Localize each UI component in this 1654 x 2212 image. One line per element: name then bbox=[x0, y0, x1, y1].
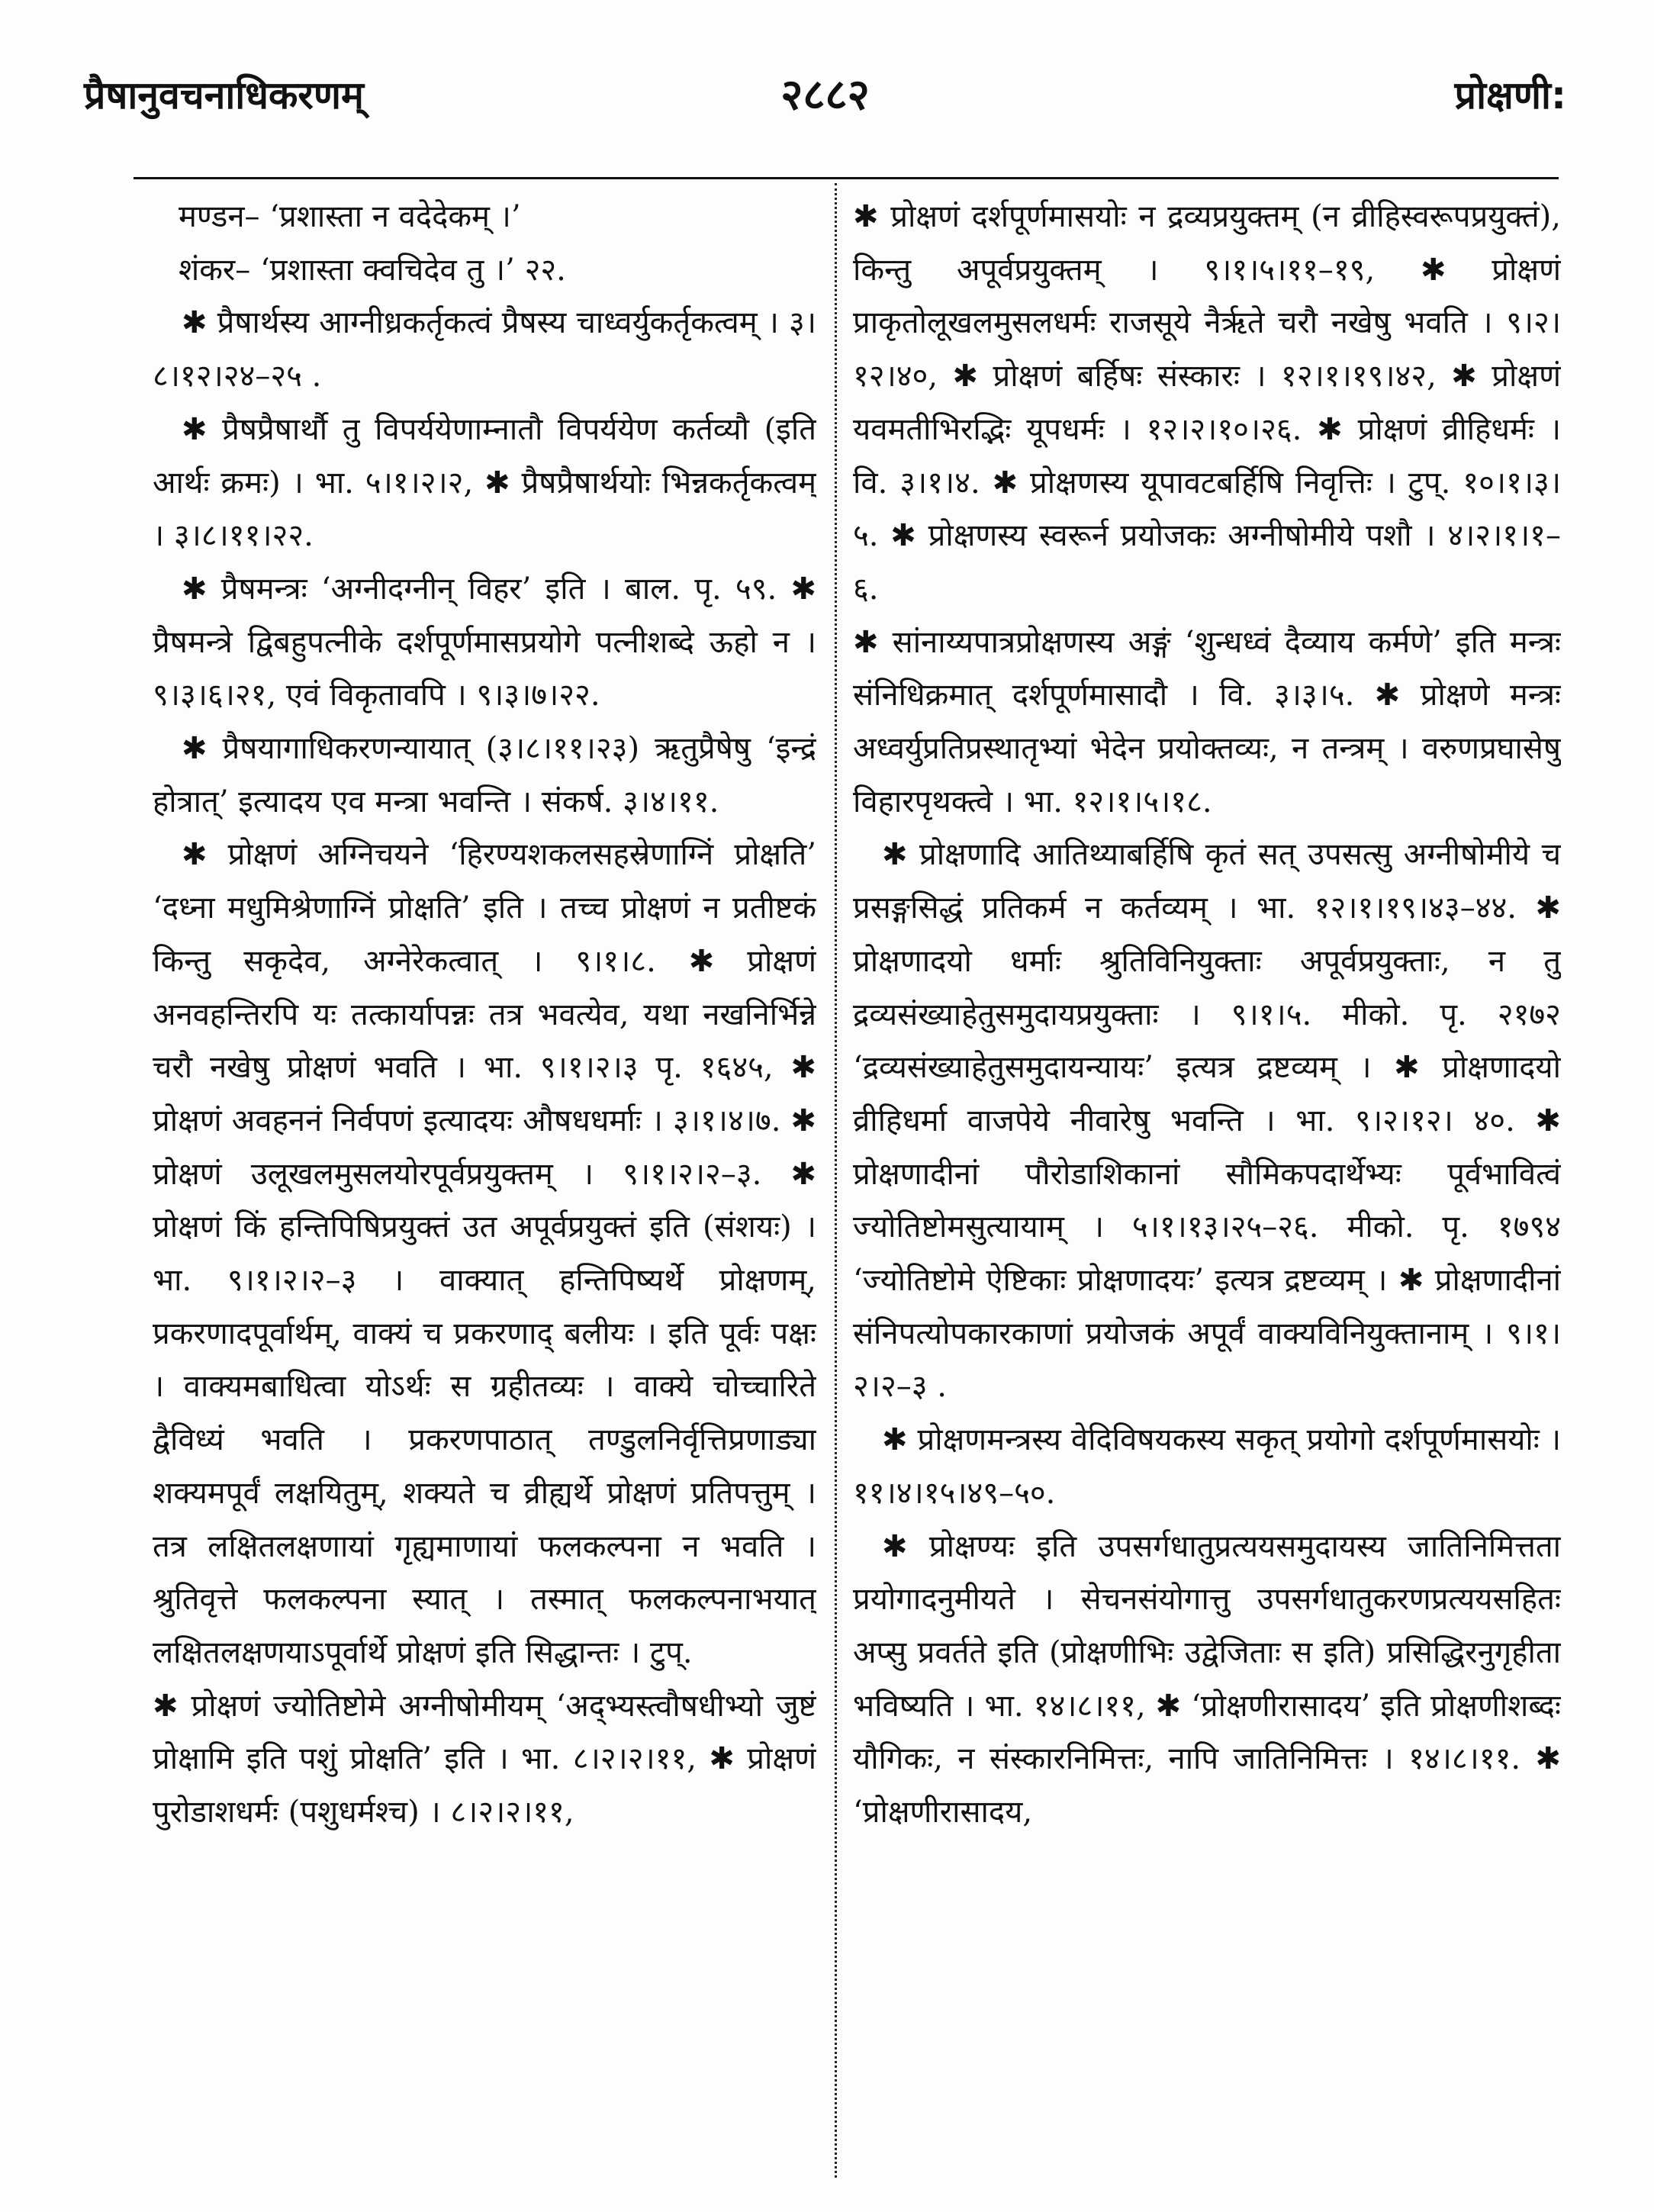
header-right-title: प्रोक्षणी: bbox=[1454, 73, 1566, 118]
entry-left-8: ✱ प्रोक्षणं ज्योतिष्टोमे अग्नीषोमीयम् ‘अद्भ्यस्त्वौषधीभ्यो जुष्टं प्रोक्षामि इति पशुं प्रोक्षति’ इति । भा. ८।२।२।११, ✱ प्रोक्षणं पुरोडाशधर्मः (पशुधर्मश्च) । ८।२।२।११, bbox=[153, 1688, 816, 1830]
entry-left-3: ✱ प्रैषार्थस्य आग्नीध्रकर्तृकत्वं प्रैषस्य चाध्वर्युकर्तृकत्वम् । ३।८।१२।२४–२५ . bbox=[153, 305, 816, 394]
entry-left-1: मण्डन– ‘प्रशास्ता न वदेदेकम् ।’ bbox=[179, 199, 521, 234]
header-rule bbox=[134, 177, 1559, 179]
entry-right-3: ✱ प्रोक्षणादि आतिथ्याबर्हिषि कृतं सत् उपसत्सु अग्नीषोमीये च प्रसङ्गसिद्धं प्रतिकर्म न कर्तव्यम् । भा. १२।१।१९।४३–४४. ✱ प्रोक्षणादयो धर्माः श्रुतिविनियुक्ताः अपूर्वप्रयुक्ताः, न तु द्रव्यसंख्याहेतुसमुदायप्रयुक्ताः । ९।१।५. मीको. पृ. २१७२ ‘द्रव्यसंख्याहेतुसमुदायन्यायः’ इत्यत्र द्रष्टव्यम् । ✱ प्रोक्षणादयो व्रीहिधर्मा वाजपेये नीवारेषु भवन्ति । भा. ९।२।१२। ४०. ✱ प्रोक्षणादीनां पौरोडाशिकानां सौमिकपदार्थेभ्यः पूर्वभावित्वं ज्योतिष्टोमसुत्यायाम् । ५।१।१३।२५–२६. मीको. पृ. १७९४ ‘ज्योतिष्टोमे ऐष्टिकाः प्रोक्षणादयः’ इत्यत्र द्रष्टव्यम् । ✱ प्रोक्षणादीनां संनिपत्योपकारकाणां प्रयोजकं अपूर्वं वाक्यविनियुक्तानाम् । ९।१।२।२–३ . bbox=[853, 837, 1561, 1405]
entry-left-5: ✱ प्रैषमन्त्रः ‘अग्नीदग्नीन् विहर’ इति । बाल. पृ. ५९. ✱ प्रैषमन्त्रे द्विबहुपत्नीके दर्शपूर्णमासप्रयोगे पत्नीशब्दे ऊहो न । ९।३।६।२१, एवं विकृतावपि । ९।३।७।२२. bbox=[153, 571, 816, 713]
entry-left-6: ✱ प्रैषयागाधिकरणन्यायात् (३।८।११।२३) ऋतुप्रैषेषु ‘इन्द्रं होत्रात्’ इत्यादय एव मन्त्रा भवन्ति । संकर्ष. ३।४।११. bbox=[153, 731, 816, 819]
entry-left-7: ✱ प्रोक्षणं अग्निचयने ‘हिरण्यशकलसहस्रेणाग्निं प्रोक्षति’ ‘दध्ना मधुमिश्रेणाग्निं प्रोक्षति’ इति । तच्च प्रोक्षणं न प्रतीष्टकं किन्तु सकृदेव, अग्नेरेकत्वात् । ९।१।८. ✱ प्रोक्षणं अनवहन्तिरपि यः तत्कार्यापन्नः तत्र भवत्येव, यथा नखनिर्भिन्ने चरौ नखेषु प्रोक्षणं भवति । भा. ९।१।२।३ पृ. १६४५, ✱ प्रोक्षणं अवहननं निर्वपणं इत्यादयः औषधधर्माः । ३।१।४।७. ✱ प्रोक्षणं उलूखलमुसलयोरपूर्वप्रयुक्तम् । ९।१।२।२–३. ✱ प्रोक्षणं किं हन्तिपिषिप्रयुक्तं उत अपूर्वप्रयुक्तं इति (संशयः) । भा. ९।१।२।२–३ । वाक्यात् हन्तिपिष्यर्थे प्रोक्षणम्, प्रकरणादपूर्वार्थम्, वाक्यं च प्रकरणाद् बलीयः । इति पूर्वः पक्षः । वाक्यमबाधित्वा योऽर्थः स ग्रहीतव्यः । वाक्ये चोच्चारिते द्वैविध्यं भवति । प्रकरणपाठात् तण्डुलनिर्वृत्तिप्रणाड्या शक्यमपूर्वं लक्षयितुम्, शक्यते च व्रीह्यर्थे प्रोक्षणं प्रतिपत्तुम् । तत्र लक्षितलक्षणायां गृह्यमाणायां फलकल्पना न भवति । श्रुतिवृत्ते फलकल्पना स्यात् । तस्मात् फलकल्पनाभयात् लक्षितलक्षणयाऽपूर्वार्थे प्रोक्षणं इति सिद्धान्तः । टुप्. bbox=[153, 837, 816, 1670]
column-divider bbox=[835, 183, 837, 2178]
page-header bbox=[84, 53, 1566, 137]
left-column bbox=[153, 191, 816, 2159]
entry-right-1: ✱ प्रोक्षणं दर्शपूर्णमासयोः न द्रव्यप्रयुक्तम् (न व्रीहिस्वरूपप्रयुक्तं), किन्तु अपूर्वप्रयुक्तम् । ९।१।५।११–१९, ✱ प्रोक्षणं प्राकृतोलूखलमुसलधर्मः राजसूये नैर्ऋते चरौ नखेषु भवति । ९।२।१२।४०, ✱ प्रोक्षणं बर्हिषः संस्कारः । १२।१।१९।४२, ✱ प्रोक्षणं यवमतीभिरद्भिः यूपधर्मः । १२।२।१०।२६. ✱ प्रोक्षणं व्रीहिधर्मः । वि. ३।१।४. ✱ प्रोक्षणस्य यूपावटबर्हिषि निवृत्तिः । टुप्. १०।१।३।५. ✱ प्रोक्षणस्य स्वरूर्न प्रयोजकः अग्नीषोमीये पशौ । ४।२।१।१–६. bbox=[853, 199, 1561, 607]
entry-right-2: ✱ सांनाय्यपात्रप्रोक्षणस्य अङ्गं ‘शुन्धध्वं दैव्याय कर्मणे’ इति मन्त्रः संनिधिक्रमात् दर्शपूर्णमासादौ । वि. ३।३।५. ✱ प्रोक्षणे मन्त्रः अध्वर्युप्रतिप्रस्थातृभ्यां भेदेन प्रयोक्तव्यः, न तन्त्रम् । वरुणप्रघासेषु विहारपृथक्त्वे । भा. १२।१।५।१८. bbox=[853, 624, 1561, 819]
entry-left-2: शंकर– ‘प्रशास्ता क्वचिदेव तु ।’ २२. bbox=[179, 252, 566, 288]
entry-right-4: ✱ प्रोक्षणमन्त्रस्य वेदिविषयकस्य सकृत् प्रयोगो दर्शपूर्णमासयोः । ११।४।१५।४९–५०. bbox=[853, 1422, 1561, 1511]
page-number: २८८२ bbox=[780, 70, 870, 120]
header-left-title: प्रैषानुवचनाधिकरणम् bbox=[84, 73, 364, 118]
entry-left-4: ✱ प्रैषप्रैषार्थौ तु विपर्ययेणाम्नातौ विपर्ययेण कर्तव्यौ (इति आर्थः क्रमः) । भा. ५।१।२।२, ✱ प्रैषप्रैषार्थयोः भिन्नकर्तृकत्वम् । ३।८।११।२२. bbox=[153, 411, 816, 554]
entry-right-5: ✱ प्रोक्षण्यः इति उपसर्गधातुप्रत्ययसमुदायस्य जातिनिमित्तता प्रयोगादनुमीयते । सेचनसंयोगात्तु उपसर्गधातुकरणप्रत्ययसहितः अप्सु प्रवर्तते इति (प्रोक्षणीभिः उद्वेजिताः स इति) प्रसिद्धिरनुगृहीता भविष्यति । भा. १४।८।११, ✱ ‘प्रोक्षणीरासादय’ इति प्रोक्षणीशब्दः यौगिकः, न संस्कारनिमित्तः, नापि जातिनिमित्तः । १४।८।११. ✱ ‘प्रोक्षणीरासादय, bbox=[853, 1528, 1561, 1830]
right-column bbox=[853, 191, 1561, 2159]
